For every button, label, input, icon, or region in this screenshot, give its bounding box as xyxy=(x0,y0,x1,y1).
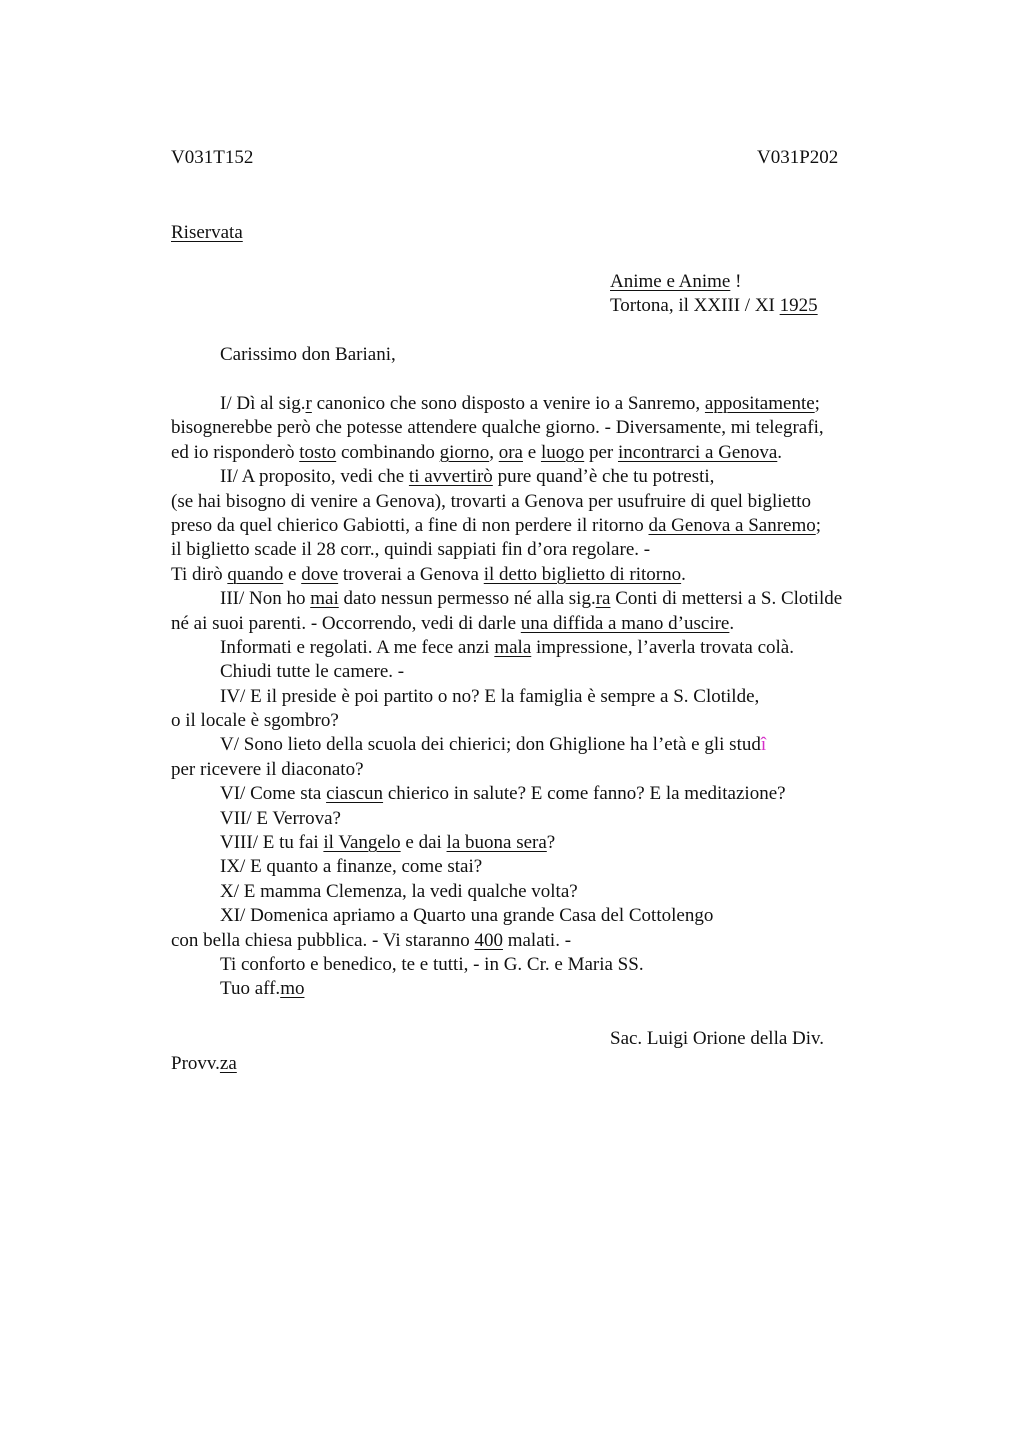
line-text: con bella chiesa pubblica. - Vi staranno xyxy=(171,929,475,951)
line-text: . xyxy=(681,563,686,585)
line-text: troverai a Genova xyxy=(338,563,484,585)
letter-line xyxy=(171,855,911,879)
letter-line xyxy=(171,490,911,514)
line-text: II/ A proposito, vedi che xyxy=(220,466,409,488)
letter-body xyxy=(171,392,911,1002)
underlined-text: il detto biglietto di ritorno xyxy=(483,563,682,585)
salutation: Carissimo don Bariani, xyxy=(220,344,396,365)
line-text: combinando xyxy=(336,441,440,463)
letter-line xyxy=(171,953,911,977)
line-text: chierico in salute? E come fanno? E la meditazione? xyxy=(383,783,786,805)
line-text: I/ Dì al sig. xyxy=(220,393,306,414)
letter-line xyxy=(171,758,911,782)
letter-line xyxy=(171,880,911,904)
letter-line xyxy=(171,392,911,416)
letter-line xyxy=(171,636,911,660)
underlined-text: ti avvertirò xyxy=(408,466,493,488)
underlined-text: mai xyxy=(310,588,339,610)
letter-line xyxy=(171,904,911,928)
line-text: . xyxy=(729,612,735,634)
letter-line xyxy=(171,782,911,806)
line-text: e xyxy=(283,563,302,585)
letter-line xyxy=(171,929,911,953)
line-text: per xyxy=(584,441,618,463)
underlined-text: 400 xyxy=(474,929,503,951)
line-text: preso da quel chierico Gabiotti, a fine di non perdere il ritorno xyxy=(171,514,649,536)
underlined-text: una diffida a mano d’uscire xyxy=(520,612,730,634)
line-text: . xyxy=(777,441,783,463)
line-text: III/ Non ho xyxy=(220,588,311,610)
line-text: VI/ Come sta xyxy=(220,783,327,805)
line-text: per ricevere il diaconato? xyxy=(171,758,364,780)
letter-line xyxy=(171,807,911,831)
underlined-text: la buona sera xyxy=(446,832,547,854)
underlined-text: incontrarci a Genova xyxy=(617,441,778,463)
letter-line xyxy=(171,709,911,733)
line-text: Ti conforto e benedico, te e tutti, - in G. Cr. e Maria SS. xyxy=(220,953,644,975)
date-year: 1925 xyxy=(779,295,818,316)
line-text: pure quand’è che tu potresti, xyxy=(492,466,715,488)
underlined-text: tosto xyxy=(299,441,337,463)
underlined-text: da Genova a Sanremo xyxy=(648,514,816,536)
line-text: ? xyxy=(546,832,556,854)
confidential-label: Riservata xyxy=(171,222,243,243)
underlined-text: mo xyxy=(280,978,305,1000)
line-text: ed io risponderò xyxy=(171,441,300,463)
document-code-right: V031P202 xyxy=(757,147,839,168)
signature-continuation-text: Provv. xyxy=(171,1053,220,1074)
letter-line xyxy=(171,660,911,684)
line-text: IX/ E quanto a finanze, come stai? xyxy=(220,856,483,878)
line-text: VII/ E Verrova? xyxy=(220,807,341,829)
line-text: ; xyxy=(814,393,820,414)
motto-punct: ! xyxy=(730,271,742,292)
line-text: X/ E mamma Clemenza, la vedi qualche volta? xyxy=(220,880,578,902)
letter-line xyxy=(171,465,911,489)
line-text: V/ Sono lieto della scuola dei chierici; don Ghiglione ha l’età e gli stud xyxy=(220,734,761,756)
line-text: o il locale è sgombro? xyxy=(171,710,339,732)
line-text: , xyxy=(489,441,499,463)
letter-line xyxy=(171,441,911,465)
underlined-text: giorno xyxy=(439,441,490,463)
underlined-text: ciascun xyxy=(326,783,384,805)
line-text: canonico che sono disposto a venire io a Sanremo, xyxy=(311,393,705,414)
line-text: Informati e regolati. A me fece anzi xyxy=(220,636,495,658)
line-text: IV/ E il preside è poi partito o no? E la famiglia è sempre a S. Clotilde, xyxy=(220,685,760,707)
underlined-text: dove xyxy=(301,563,339,585)
letter-line xyxy=(171,733,911,757)
signature-line: Sac. Luigi Orione della Div. xyxy=(610,1028,825,1049)
letter-line xyxy=(171,831,911,855)
letter-line xyxy=(171,563,911,587)
underlined-text: quando xyxy=(227,563,284,585)
line-text: ; xyxy=(815,514,822,536)
document-code-left: V031T152 xyxy=(171,147,254,168)
signature-continuation xyxy=(171,1052,237,1076)
line-text: e xyxy=(523,441,541,463)
date-line xyxy=(610,294,818,318)
line-text: XI/ Domenica apriamo a Quarto una grande Casa del Cottolengo xyxy=(220,905,714,927)
line-text: Chiudi tutte le camere. - xyxy=(220,661,405,683)
letter-line xyxy=(171,514,911,538)
line-text: malati. - xyxy=(502,929,572,951)
letter-line xyxy=(171,587,911,611)
underlined-text: ra xyxy=(595,588,611,610)
signature-continuation-superscript: za xyxy=(219,1053,237,1074)
underlined-text: r xyxy=(305,393,312,414)
line-text: Tuo aff. xyxy=(220,978,281,1000)
line-text: dato nessun permesso né alla sig. xyxy=(338,588,596,610)
letter-line xyxy=(171,685,911,709)
letter-line xyxy=(171,538,911,562)
line-text: né ai suoi parenti. - Occorrendo, vedi di darle xyxy=(171,612,521,634)
underlined-text: il Vangelo xyxy=(323,832,401,854)
motto-text: Anime e Anime xyxy=(610,271,731,292)
line-text: î xyxy=(760,734,767,756)
line-text: impressione, l’averla trovata colà. xyxy=(531,636,794,658)
line-text: Ti dirò xyxy=(171,563,228,585)
date-prefix: Tortona, il XXIII / XI xyxy=(610,295,780,316)
underlined-text: ora xyxy=(498,441,523,463)
line-text: VIII/ E tu fai xyxy=(220,832,324,854)
line-text: e dai xyxy=(400,832,447,854)
letter-line xyxy=(171,612,911,636)
underlined-text: luogo xyxy=(540,441,585,463)
underlined-text: appositamente xyxy=(704,393,815,414)
letter-line xyxy=(171,416,911,440)
motto xyxy=(610,270,741,294)
line-text: Conti di mettersi a S. Clotilde xyxy=(610,588,843,610)
line-text: bisognerebbe però che potesse attendere qualche giorno. - Diversamente, mi telegrafi, xyxy=(171,417,824,439)
underlined-text: mala xyxy=(494,636,532,658)
line-text: il biglietto scade il 28 corr., quindi sappiati fin d’ora regolare. - xyxy=(171,539,651,561)
line-text: (se hai bisogno di venire a Genova), trovarti a Genova per usufruire di quel biglietto xyxy=(171,490,811,512)
letter-line xyxy=(171,977,911,1001)
